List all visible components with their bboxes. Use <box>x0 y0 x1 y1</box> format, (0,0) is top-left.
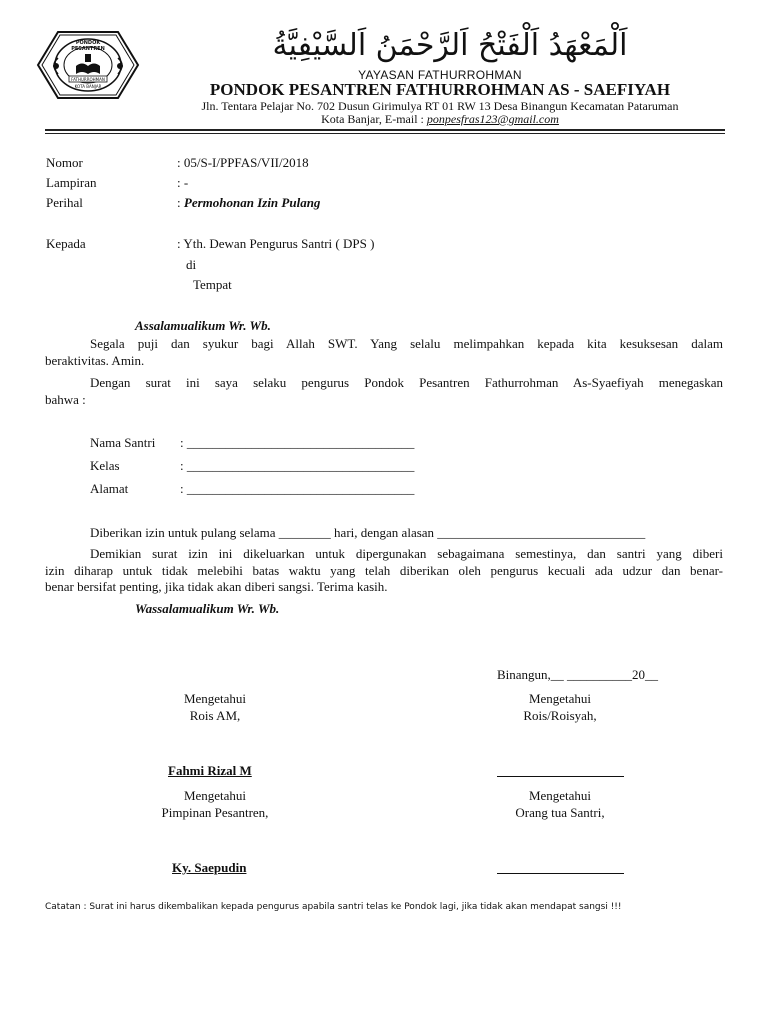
paragraph-2-line-2: bahwa : <box>45 391 86 407</box>
salam-opening: Assalamualikum Wr. Wb. <box>135 318 271 333</box>
address-city: Kota Banjar, E-mail : <box>321 112 427 126</box>
paragraph-4-line-2: izin diharap untuk tidak melebihi batas waktu yang telah diberikan oleh pengurus kecuali ada udzur dan benar- <box>45 562 723 578</box>
signature-line-rois <box>497 776 624 777</box>
di-text: di <box>186 257 197 272</box>
paragraph-3: Diberikan izin untuk pulang selama ________ hari, dengan alasan ________________________________ <box>90 525 646 540</box>
tempat-text: Tempat <box>193 277 232 292</box>
right-bottom-heading: Mengetahui <box>528 788 592 803</box>
signatory-rois-am: Fahmi Rizal M <box>168 763 252 778</box>
pesantren-logo <box>36 30 140 100</box>
perihal-value: Permohonan Izin Pulang <box>183 195 321 210</box>
logo-text-top: PONDOK PESANTREN <box>71 40 105 52</box>
field-nama-value[interactable]: : ___________________________________ <box>180 435 415 450</box>
lampiran-value: : - <box>177 175 189 190</box>
kepada-value: : Yth. Dewan Pengurus Santri ( DPS ) <box>177 236 375 251</box>
paragraph-1-line-1: Segala puji dan syukur bagi Allah SWT. Yang selalu melimpahkan kepada kita kesuksesan dalam <box>90 336 723 351</box>
arabic-institution-name: اَلْمَعْهَدُ اَلْفَتْحُ اَلرَّحْمَنُ اَلسَّيْفِيَّةُ <box>272 28 628 63</box>
nomor-label: Nomor <box>46 155 83 170</box>
kepada-label: Kepada <box>46 236 86 251</box>
left-top-heading: Mengetahui <box>183 691 247 706</box>
right-top-role: Rois/Roisyah, <box>523 708 597 723</box>
left-bottom-role: Pimpinan Pesantren, <box>161 805 269 820</box>
left-top-role: Rois AM, <box>189 708 241 723</box>
field-kelas-label: Kelas <box>90 458 120 473</box>
paragraph-2 <box>45 375 723 408</box>
paragraph-4-line-3: benar bersifat penting, jika tidak akan diberi sangsi. Terima kasih. <box>45 579 388 594</box>
email-link[interactable]: ponpesfras123@gmail.com <box>426 112 559 126</box>
perihal-value-row <box>177 195 320 211</box>
left-bottom-heading: Mengetahui <box>183 788 247 803</box>
address-line-2 <box>150 112 730 127</box>
nomor-value: : 05/S-I/PPFAS/VII/2018 <box>177 155 309 170</box>
place-date: Binangun,__ __________20__ <box>497 667 659 682</box>
yayasan-name: YAYASAN FATHURROHMAN <box>358 68 522 82</box>
pondok-name: PONDOK PESANTREN FATHURROHMAN AS - SAEFIYAH <box>209 80 671 99</box>
header-divider-thick <box>45 129 725 131</box>
address-line-1: Jln. Tentara Pelajar No. 702 Dusun Girimulya RT 01 RW 13 Desa Binangun Kecamatan Pataruman <box>201 99 679 113</box>
perihal-colon: : <box>177 195 184 210</box>
signature-line-orang-tua <box>497 873 624 874</box>
signatory-pimpinan: Ky. Saepudin <box>172 860 247 875</box>
field-nama-label: Nama Santri <box>90 435 156 450</box>
field-kelas-value[interactable]: : ___________________________________ <box>180 458 415 473</box>
header-divider-thin <box>45 133 725 134</box>
field-alamat-value[interactable]: : ___________________________________ <box>180 481 415 496</box>
paragraph-1 <box>45 336 723 369</box>
paragraph-2-line-1: Dengan surat ini saya selaku pengurus Pondok Pesantren Fathurrohman As-Syaefiyah menegaskan <box>90 375 723 390</box>
lampiran-label: Lampiran <box>46 175 97 190</box>
paragraph-4 <box>45 546 723 596</box>
logo-text-bottom: KOTA BANJAR <box>74 84 102 89</box>
right-bottom-role: Orang tua Santri, <box>515 805 605 820</box>
footnote: Catatan : Surat ini harus dikembalikan kepada pengurus apabila santri telas ke Pondok lagi, jika tidak akan mendapat sangsi !!! <box>45 902 622 912</box>
perihal-label: Perihal <box>46 195 83 210</box>
paragraph-1-line-2: beraktivitas. Amin. <box>45 352 145 368</box>
paragraph-4-line-1: Demikian surat izin ini dikeluarkan untuk dipergunakan sebagaimana semestinya, dan santri yang diberi <box>90 546 723 561</box>
salam-closing: Wassalamualikum Wr. Wb. <box>135 601 280 616</box>
right-top-heading: Mengetahui <box>528 691 592 706</box>
field-alamat-label: Alamat <box>90 481 129 496</box>
logo-text-band: FATHURROHMAN <box>71 76 105 82</box>
